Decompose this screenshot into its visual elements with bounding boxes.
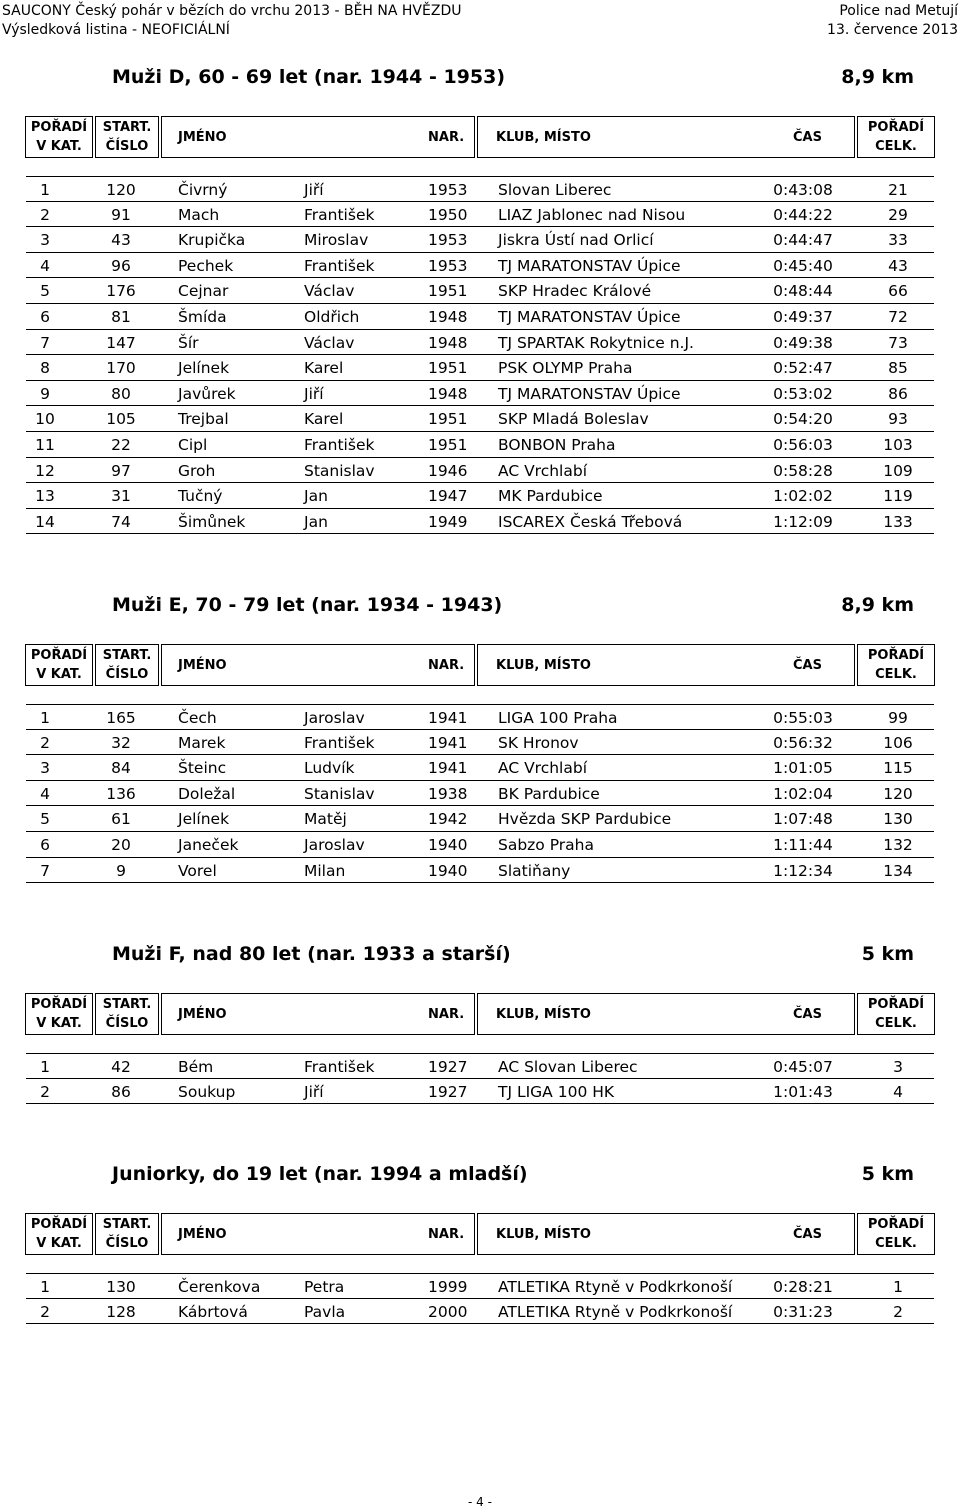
birth-year: 1946 xyxy=(428,461,468,480)
header-start-number xyxy=(95,1213,159,1255)
header-start-number-text: START. ČÍSLO xyxy=(102,648,152,682)
start-number: 147 xyxy=(106,333,136,352)
first-name: František xyxy=(304,435,375,454)
column-header xyxy=(0,644,960,686)
first-name: František xyxy=(304,733,375,752)
first-name: Václav xyxy=(304,282,355,301)
club: TJ LIGA 100 HK xyxy=(498,1082,615,1101)
results-table xyxy=(26,1273,934,1324)
table-row xyxy=(26,458,934,484)
overall-rank: 86 xyxy=(888,384,908,403)
results-table xyxy=(26,176,934,534)
finish-time: 1:02:04 xyxy=(773,784,833,803)
club: TJ SPARTAK Rokytnice n.J. xyxy=(498,333,694,352)
overall-rank: 29 xyxy=(888,205,908,224)
start-number: 170 xyxy=(106,359,136,378)
rank-in-category: 11 xyxy=(35,435,55,454)
surname: Jelínek xyxy=(178,810,230,829)
rank-in-category: 2 xyxy=(40,733,50,752)
first-name: František xyxy=(304,256,375,275)
table-row xyxy=(26,1053,934,1079)
start-number: 9 xyxy=(116,861,126,880)
finish-time: 0:56:03 xyxy=(773,435,833,454)
rank-in-category: 12 xyxy=(35,461,55,480)
start-number: 84 xyxy=(111,759,131,778)
start-number: 31 xyxy=(111,487,131,506)
finish-time: 0:49:37 xyxy=(773,307,833,326)
header-time: ČAS xyxy=(793,657,822,673)
rank-in-category: 7 xyxy=(40,861,50,880)
rank-in-category: 14 xyxy=(35,512,55,531)
birth-year: 1948 xyxy=(428,307,468,326)
header-time: ČAS xyxy=(793,129,822,145)
first-name: Miroslav xyxy=(304,231,369,250)
table-row xyxy=(26,755,934,781)
rank-in-category: 2 xyxy=(40,1302,50,1321)
birth-year: 1948 xyxy=(428,384,468,403)
first-name: Oldřich xyxy=(304,307,360,326)
overall-rank: 21 xyxy=(888,181,908,199)
header-rank-total-text: POŘADÍ CELK. xyxy=(867,120,925,154)
header-rank-total xyxy=(857,644,935,686)
surname: Krupička xyxy=(178,231,246,250)
category-title: Muži D, 60 - 69 let (nar. 1944 - 1953) xyxy=(112,66,506,88)
header-rank-category xyxy=(25,993,93,1035)
rank-in-category: 1 xyxy=(40,1058,50,1076)
header-club: KLUB, MÍSTO xyxy=(496,1226,591,1242)
header-name: JMÉNO xyxy=(178,657,227,673)
club: TJ MARATONSTAV Úpice xyxy=(498,256,681,275)
birth-year: 1927 xyxy=(428,1082,468,1101)
club: ATLETIKA Rtyně v Podkrkonoší xyxy=(498,1302,733,1321)
rank-in-category: 5 xyxy=(40,810,50,829)
start-number: 86 xyxy=(111,1082,131,1101)
birth-year: 1941 xyxy=(428,759,468,778)
page-header xyxy=(0,0,960,40)
start-number: 120 xyxy=(106,181,136,199)
first-name: Ludvík xyxy=(304,759,355,778)
header-name: JMÉNO xyxy=(178,1226,227,1242)
birth-year: 1953 xyxy=(428,231,468,250)
start-number: 96 xyxy=(111,256,131,275)
list-status: Výsledková listina - NEOFICIÁLNÍ xyxy=(2,22,230,38)
birth-year: 1951 xyxy=(428,282,468,301)
first-name: Jaroslav xyxy=(304,709,365,727)
club: SK Hronov xyxy=(498,733,579,752)
header-rank-category-text: POŘADÍ V KAT. xyxy=(30,997,88,1031)
surname: Javůrek xyxy=(178,384,236,403)
birth-year: 1941 xyxy=(428,709,468,727)
finish-time: 0:52:47 xyxy=(773,359,833,378)
header-rank-category-text: POŘADÍ V KAT. xyxy=(30,120,88,154)
club: ATLETIKA Rtyně v Podkrkonoší xyxy=(498,1278,733,1296)
first-name: Petra xyxy=(304,1278,345,1296)
finish-time: 0:28:21 xyxy=(773,1278,833,1296)
first-name: Václav xyxy=(304,333,355,352)
finish-time: 1:11:44 xyxy=(773,835,833,854)
club: BK Pardubice xyxy=(498,784,600,803)
start-number: 176 xyxy=(106,282,136,301)
first-name: Jiří xyxy=(304,181,324,199)
table-row xyxy=(26,381,934,407)
start-number: 42 xyxy=(111,1058,131,1076)
finish-time: 0:54:20 xyxy=(773,410,833,429)
club: BONBON Praha xyxy=(498,435,616,454)
start-number: 61 xyxy=(111,810,131,829)
overall-rank: 2 xyxy=(893,1302,903,1321)
header-rank-category xyxy=(25,644,93,686)
overall-rank: 4 xyxy=(893,1082,903,1101)
overall-rank: 103 xyxy=(883,435,913,454)
surname: Šmída xyxy=(178,307,227,326)
header-rank-total xyxy=(857,993,935,1035)
table-row xyxy=(26,227,934,253)
header-left xyxy=(2,2,461,40)
overall-rank: 72 xyxy=(888,307,908,326)
header-rank-total xyxy=(857,116,935,158)
first-name: Milan xyxy=(304,861,346,880)
start-number: 91 xyxy=(111,205,131,224)
rank-in-category: 9 xyxy=(40,384,50,403)
start-number: 20 xyxy=(111,835,131,854)
first-name: František xyxy=(304,1058,375,1076)
finish-time: 0:45:07 xyxy=(773,1058,833,1076)
overall-rank: 93 xyxy=(888,410,908,429)
finish-time: 1:01:05 xyxy=(773,759,833,778)
club: Slovan Liberec xyxy=(498,181,612,199)
header-name: JMÉNO xyxy=(178,1006,227,1022)
birth-year: 1953 xyxy=(428,181,468,199)
birth-year: 1941 xyxy=(428,733,468,752)
table-row xyxy=(26,1079,934,1105)
category-distance: 8,9 km xyxy=(841,594,914,616)
page-number: - 4 - xyxy=(468,1495,492,1509)
surname: Groh xyxy=(178,461,216,480)
header-start-number xyxy=(95,993,159,1035)
first-name: František xyxy=(304,205,375,224)
rank-in-category: 1 xyxy=(40,181,50,199)
surname: Doležal xyxy=(178,784,236,803)
overall-rank: 73 xyxy=(888,333,908,352)
category-title: Muži F, nad 80 let (nar. 1933 a starší) xyxy=(112,943,511,965)
start-number: 74 xyxy=(111,512,131,531)
header-time: ČAS xyxy=(793,1226,822,1242)
header-time: ČAS xyxy=(793,1006,822,1022)
birth-year: 2000 xyxy=(428,1302,468,1321)
start-number: 165 xyxy=(106,709,136,727)
finish-time: 0:45:40 xyxy=(773,256,833,275)
header-rank-category xyxy=(25,116,93,158)
finish-time: 0:49:38 xyxy=(773,333,833,352)
table-row xyxy=(26,406,934,432)
surname: Janeček xyxy=(178,835,239,854)
overall-rank: 66 xyxy=(888,282,908,301)
overall-rank: 106 xyxy=(883,733,913,752)
club: ISCAREX Česká Třebová xyxy=(498,512,683,531)
overall-rank: 115 xyxy=(883,759,913,778)
category-distance: 8,9 km xyxy=(841,66,914,88)
club: Slatiňany xyxy=(498,861,571,880)
rank-in-category: 1 xyxy=(40,709,50,727)
birth-year: 1927 xyxy=(428,1058,468,1076)
table-row xyxy=(26,730,934,756)
finish-time: 0:55:03 xyxy=(773,709,833,727)
overall-rank: 109 xyxy=(883,461,913,480)
surname: Kábrtová xyxy=(178,1302,248,1321)
overall-rank: 33 xyxy=(888,231,908,250)
category-distance: 5 km xyxy=(861,943,914,965)
header-start-number-text: START. ČÍSLO xyxy=(102,1217,152,1251)
overall-rank: 130 xyxy=(883,810,913,829)
column-header xyxy=(0,1213,960,1255)
first-name: Stanislav xyxy=(304,461,375,480)
table-row xyxy=(26,176,934,202)
club: Hvězda SKP Pardubice xyxy=(498,810,672,829)
table-row xyxy=(26,483,934,509)
table-row xyxy=(26,330,934,356)
finish-time: 1:01:43 xyxy=(773,1082,833,1101)
birth-year: 1948 xyxy=(428,333,468,352)
first-name: Matěj xyxy=(304,810,347,829)
birth-year: 1942 xyxy=(428,810,468,829)
first-name: Karel xyxy=(304,410,344,429)
rank-in-category: 3 xyxy=(40,231,50,250)
results-table xyxy=(26,1053,934,1104)
overall-rank: 119 xyxy=(883,487,913,506)
start-number: 22 xyxy=(111,435,131,454)
birth-year: 1950 xyxy=(428,205,468,224)
table-row xyxy=(26,832,934,858)
birth-year: 1940 xyxy=(428,861,468,880)
header-rank-total xyxy=(857,1213,935,1255)
club: LIAZ Jablonec nad Nisou xyxy=(498,205,686,224)
finish-time: 0:43:08 xyxy=(773,181,833,199)
birth-year: 1938 xyxy=(428,784,468,803)
table-row xyxy=(26,781,934,807)
header-rank-total-text: POŘADÍ CELK. xyxy=(867,648,925,682)
rank-in-category: 5 xyxy=(40,282,50,301)
club: SKP Mladá Boleslav xyxy=(498,410,649,429)
table-row xyxy=(26,1299,934,1325)
surname: Pechek xyxy=(178,256,234,275)
rank-in-category: 2 xyxy=(40,205,50,224)
surname: Tučný xyxy=(178,487,223,506)
rank-in-category: 13 xyxy=(35,487,55,506)
first-name: Stanislav xyxy=(304,784,375,803)
finish-time: 1:12:09 xyxy=(773,512,833,531)
header-rank-category-text: POŘADÍ V KAT. xyxy=(30,1217,88,1251)
start-number: 130 xyxy=(106,1278,136,1296)
finish-time: 0:48:44 xyxy=(773,282,833,301)
rank-in-category: 1 xyxy=(40,1278,50,1296)
surname: Mach xyxy=(178,205,220,224)
header-year: NAR. xyxy=(428,1226,465,1242)
overall-rank: 132 xyxy=(883,835,913,854)
birth-year: 1949 xyxy=(428,512,468,531)
header-rank-category xyxy=(25,1213,93,1255)
category-title: Juniorky, do 19 let (nar. 1994 a mladší) xyxy=(112,1163,528,1185)
header-year: NAR. xyxy=(428,657,465,673)
surname: Čivrný xyxy=(178,181,228,199)
first-name: Pavla xyxy=(304,1302,346,1321)
surname: Bém xyxy=(178,1058,214,1076)
header-start-number xyxy=(95,644,159,686)
club: SKP Hradec Králové xyxy=(498,282,652,301)
table-row xyxy=(26,355,934,381)
finish-time: 1:07:48 xyxy=(773,810,833,829)
finish-time: 0:58:28 xyxy=(773,461,833,480)
first-name: Jaroslav xyxy=(304,835,365,854)
surname: Cejnar xyxy=(178,282,229,301)
table-row xyxy=(26,858,934,884)
overall-rank: 134 xyxy=(883,861,913,880)
birth-year: 1951 xyxy=(428,359,468,378)
header-name: JMÉNO xyxy=(178,129,227,145)
overall-rank: 120 xyxy=(883,784,913,803)
start-number: 81 xyxy=(111,307,131,326)
first-name: Karel xyxy=(304,359,344,378)
table-row xyxy=(26,278,934,304)
header-club: KLUB, MÍSTO xyxy=(496,1006,591,1022)
surname: Soukup xyxy=(178,1082,236,1101)
surname: Čerenkova xyxy=(178,1278,261,1296)
start-number: 80 xyxy=(111,384,131,403)
rank-in-category: 2 xyxy=(40,1082,50,1101)
table-row xyxy=(26,1273,934,1299)
header-start-number xyxy=(95,116,159,158)
header-year: NAR. xyxy=(428,129,465,145)
club: TJ MARATONSTAV Úpice xyxy=(498,307,681,326)
header-right xyxy=(827,2,958,40)
table-row xyxy=(26,509,934,535)
club: TJ MARATONSTAV Úpice xyxy=(498,384,681,403)
surname: Vorel xyxy=(178,861,217,880)
club: PSK OLYMP Praha xyxy=(498,359,633,378)
rank-in-category: 8 xyxy=(40,359,50,378)
club: AC Vrchlabí xyxy=(498,461,588,480)
rank-in-category: 3 xyxy=(40,759,50,778)
birth-year: 1947 xyxy=(428,487,468,506)
header-club: KLUB, MÍSTO xyxy=(496,657,591,673)
birth-year: 1999 xyxy=(428,1278,468,1296)
rank-in-category: 7 xyxy=(40,333,50,352)
table-row xyxy=(26,806,934,832)
rank-in-category: 6 xyxy=(40,307,50,326)
start-number: 105 xyxy=(106,410,136,429)
finish-time: 1:02:02 xyxy=(773,487,833,506)
first-name: Jiří xyxy=(304,1082,324,1101)
finish-time: 0:31:23 xyxy=(773,1302,833,1321)
event-title: SAUCONY Český pohár v bězích do vrchu 2013 - BĚH NA HVĚZDU xyxy=(2,3,462,19)
overall-rank: 1 xyxy=(893,1278,903,1296)
rank-in-category: 10 xyxy=(35,410,55,429)
rank-in-category: 4 xyxy=(40,256,50,275)
start-number: 136 xyxy=(106,784,136,803)
header-club: KLUB, MÍSTO xyxy=(496,129,591,145)
overall-rank: 43 xyxy=(888,256,908,275)
header-rank-category-text: POŘADÍ V KAT. xyxy=(30,648,88,682)
finish-time: 0:56:32 xyxy=(773,733,833,752)
overall-rank: 133 xyxy=(883,512,913,531)
table-row xyxy=(26,704,934,730)
category-title: Muži E, 70 - 79 let (nar. 1934 - 1943) xyxy=(112,594,503,616)
surname: Cipl xyxy=(178,435,208,454)
column-header xyxy=(0,993,960,1035)
finish-time: 0:44:47 xyxy=(773,231,833,250)
table-row xyxy=(26,432,934,458)
birth-year: 1951 xyxy=(428,410,468,429)
overall-rank: 99 xyxy=(888,709,908,727)
start-number: 128 xyxy=(106,1302,136,1321)
finish-time: 1:12:34 xyxy=(773,861,833,880)
rank-in-category: 4 xyxy=(40,784,50,803)
first-name: Jan xyxy=(304,487,328,506)
surname: Marek xyxy=(178,733,226,752)
header-start-number-text: START. ČÍSLO xyxy=(102,997,152,1031)
rank-in-category: 6 xyxy=(40,835,50,854)
surname: Šimůnek xyxy=(178,512,246,531)
club: AC Slovan Liberec xyxy=(498,1058,638,1076)
birth-year: 1951 xyxy=(428,435,468,454)
header-year: NAR. xyxy=(428,1006,465,1022)
header-rank-total-text: POŘADÍ CELK. xyxy=(867,997,925,1031)
overall-rank: 85 xyxy=(888,359,908,378)
club: MK Pardubice xyxy=(498,487,603,506)
table-row xyxy=(26,202,934,228)
column-header xyxy=(0,116,960,158)
club: AC Vrchlabí xyxy=(498,759,588,778)
event-location: Police nad Metují xyxy=(839,3,958,19)
results-table xyxy=(26,704,934,883)
finish-time: 0:44:22 xyxy=(773,205,833,224)
surname: Šír xyxy=(178,333,199,352)
start-number: 97 xyxy=(111,461,131,480)
birth-year: 1953 xyxy=(428,256,468,275)
first-name: Jiří xyxy=(304,384,324,403)
first-name: Jan xyxy=(304,512,328,531)
club: LIGA 100 Praha xyxy=(498,709,618,727)
start-number: 43 xyxy=(111,231,131,250)
surname: Jelínek xyxy=(178,359,230,378)
table-row xyxy=(26,253,934,279)
club: Sabzo Praha xyxy=(498,835,594,854)
birth-year: 1940 xyxy=(428,835,468,854)
surname: Šteinc xyxy=(178,759,227,778)
category-distance: 5 km xyxy=(861,1163,914,1185)
surname: Čech xyxy=(178,709,217,727)
table-row xyxy=(26,304,934,330)
header-rank-total-text: POŘADÍ CELK. xyxy=(867,1217,925,1251)
surname: Trejbal xyxy=(178,410,229,429)
event-date: 13. července 2013 xyxy=(827,22,958,38)
start-number: 32 xyxy=(111,733,131,752)
club: Jiskra Ústí nad Orlicí xyxy=(498,231,654,250)
finish-time: 0:53:02 xyxy=(773,384,833,403)
header-start-number-text: START. ČÍSLO xyxy=(102,120,152,154)
overall-rank: 3 xyxy=(893,1058,903,1076)
